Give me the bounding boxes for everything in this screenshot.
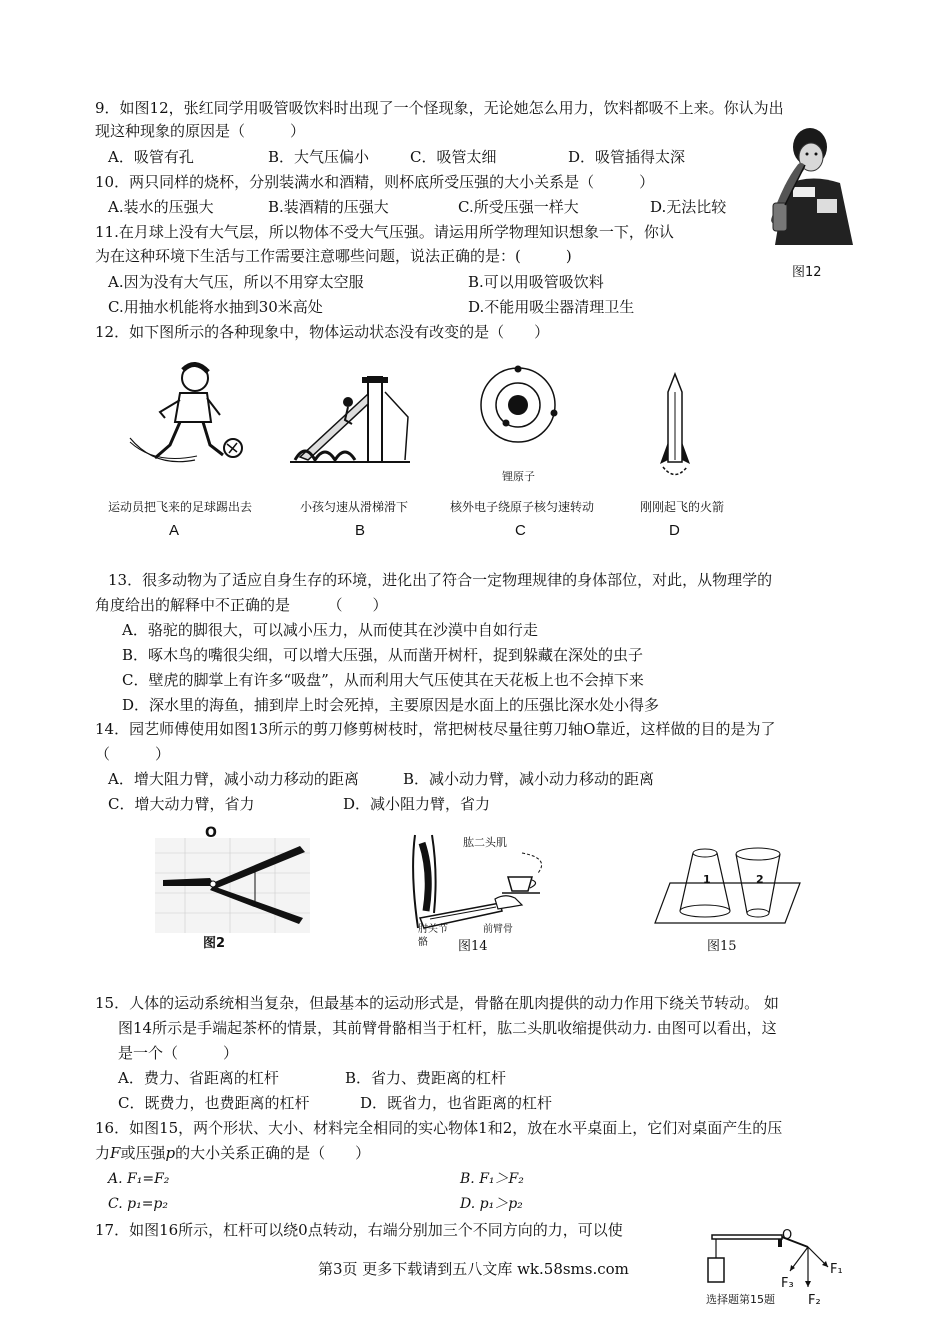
q11-option-d: D.不能用吸尘器清理卫生 [468, 298, 635, 316]
q16-line2-part-c: 的大小关系正确的是（ ） [175, 1144, 371, 1162]
q11-option-c: C.用抽水机能将水抽到30米高处 [108, 298, 323, 316]
q16-option-b: B. F₁＞F₂ [460, 1171, 524, 1187]
fig15-frustums-image [650, 845, 805, 927]
q15-line3: 是一个（ ） [118, 1044, 239, 1062]
q12-caption-a: 运动员把飞来的足球踢出去 [108, 500, 253, 514]
q15-option-a: A．费力、省距离的杠杆 [118, 1069, 279, 1087]
q12-letter-c: C [515, 522, 526, 539]
q9-option-d: D．吸管插得太深 [568, 148, 686, 166]
q11-line1: 11.在月球上没有大气层，所以物体不受大气压强。请运用所学物理知识想象一下，你认 [95, 223, 674, 241]
fig14-bone-label: 前臂骨 [483, 924, 513, 935]
q12-caption-d: 刚刚起飞的火箭 [640, 500, 725, 514]
fig14-joint-label-1: 肘关节 [418, 924, 448, 935]
q14-line1: 14．园艺师傅使用如图13所示的剪刀修剪树枝时，常把树枝尽量往剪刀轴O靠近，这样做的目的是为了 [95, 720, 776, 738]
q15-line2: 图14所示是手端起茶杯的情景，其前臂骨骼相当于杠杆，肱二头肌收缩提供动力. 由图可以看出，这 [118, 1019, 777, 1037]
q11-option-b: B.可以用吸管吸饮料 [468, 273, 604, 291]
q14-option-c: C．增大动力臂，省力 [108, 795, 255, 813]
q16-line2-part-a: 力 [95, 1144, 111, 1162]
q15-option-d: D．既省力，也省距离的杠杆 [360, 1094, 553, 1112]
q15-option-b: B．省力、费距离的杠杆 [345, 1069, 507, 1087]
fig2-label-o: O [205, 825, 217, 841]
q13-option-c: C．壁虎的脚掌上有许多“吸盘”，从而利用大气压使其在天花板上也不会掉下来 [122, 671, 644, 689]
fig16-label-o: O [782, 1228, 793, 1243]
q16-option-d: D. p₁＞p₂ [460, 1196, 523, 1212]
fig2-caption: 图2 [203, 936, 226, 951]
q10-option-c: C.所受压强一样大 [458, 198, 579, 216]
q14-option-d: D．减小阻力臂，省力 [343, 795, 491, 813]
q10-option-b: B.装酒精的压强大 [268, 198, 389, 216]
q12-caption-c: 核外电子绕原子核匀速转动 [450, 500, 595, 514]
q13-option-d: D．深水里的海鱼，捕到岸上时会死掉，主要原因是水面上的压强比深水处小得多 [122, 696, 660, 714]
q17-line1: 17．如图16所示，杠杆可以绕0点转动，右端分别加三个不同方向的力，可以使 [95, 1221, 623, 1239]
q14-option-b: B．减小动力臂，减小动力移动的距离 [403, 770, 655, 788]
q16-option-a: A. F₁=F₂ [108, 1171, 170, 1187]
q12-figure-d-rocket-image [655, 372, 695, 482]
q16-option-c: C. p₁=p₂ [108, 1196, 168, 1212]
fig14-joint-label-2: 骼 [418, 937, 428, 948]
fig15-label-2: 2 [756, 873, 764, 886]
fig12-caption: 图12 [792, 265, 822, 280]
q12-caption-b: 小孩匀速从滑梯滑下 [300, 500, 409, 514]
q12-figure-a-soccer-image [125, 360, 245, 470]
q12-letter-b: B [355, 522, 366, 539]
q9-line1: 9．如图12，张红同学用吸管吸饮料时出现了一个怪现象，无论她怎么用力，饮料都吸不上来。你认为出 [95, 99, 784, 117]
fig16-label-f2: F₂ [808, 1293, 821, 1308]
q13-line1: 13．很多动物为了适应自身生存的环境，进化出了符合一定物理规律的身体部位，对此，从物理学的 [108, 571, 773, 589]
q9-option-b: B．大气压偏小 [268, 148, 370, 166]
q14-option-a: A．增大阻力臂，减小动力移动的距离 [108, 770, 359, 788]
q16-line1: 16．如图15，两个形状、大小、材料完全相同的实心物体1和2，放在水平桌面上，它们对桌面产生的压 [95, 1119, 783, 1137]
fig12-girl-drinking-image [765, 125, 855, 250]
q16-symbol-f: F [110, 1144, 121, 1162]
q12-figure-c-atom-image [478, 365, 558, 445]
fig15-caption: 图15 [707, 939, 737, 954]
q13-line2: 角度给出的解释中不正确的是 （ ） [95, 596, 388, 614]
q11-option-a: A.因为没有大气压，所以不用穿太空服 [108, 273, 364, 291]
q10-line1: 10．两只同样的烧杯，分别装满水和酒精，则杯底所受压强的大小关系是（ ） [95, 173, 655, 191]
fig14-muscle-label: 肱二头肌 [463, 836, 507, 849]
q12-atom-label: 锂原子 [502, 470, 535, 483]
q15-line1: 15．人体的运动系统相当复杂，但最基本的运动形式是，骨骼在肌肉提供的动力作用下绕关节转动。 如 [95, 994, 779, 1012]
q12-letter-a: A [169, 522, 180, 539]
q10-option-a: A.装水的压强大 [108, 198, 214, 216]
q14-line2: （ ） [95, 745, 171, 763]
q13-option-b: B．啄木鸟的嘴很尖细，可以增大压强，从而凿开树杆，捉到躲藏在深处的虫子 [122, 646, 644, 664]
q9-line2: 现这种现象的原因是（ ） [95, 122, 306, 140]
q15-option-c: C．既费力，也费距离的杠杆 [118, 1094, 310, 1112]
q11-line2: 为在这种环境下生活与工作需要注意哪些问题，说法正确的是：( ) [95, 247, 572, 265]
q12-letter-d: D [669, 522, 680, 539]
fig15-label-1: 1 [703, 873, 711, 886]
fig16-label-f1: F₁ [830, 1262, 843, 1277]
q9-option-a: A．吸管有孔 [108, 148, 194, 166]
q12-line1: 12．如下图所示的各种现象中，物体运动状态没有改变的是（ ） [95, 323, 550, 341]
fig16-label-f3: F₃ [781, 1276, 794, 1291]
page-footer: 第3页 更多下载请到五八文库 wk.58sms.com [318, 1260, 629, 1278]
q16-line2-part-b: 或压强 [120, 1144, 166, 1162]
q13-option-a: A．骆驼的脚很大，可以减小压力，从而使其在沙漠中自如行走 [122, 621, 538, 639]
fig2-scissors-image [155, 838, 310, 933]
q16-symbol-p: p [165, 1144, 176, 1162]
fig14-caption: 图14 [458, 939, 488, 954]
q10-option-d: D.无法比较 [650, 198, 727, 216]
q9-option-c: C．吸管太细 [410, 148, 497, 166]
q16-line2 [95, 1142, 370, 1164]
fig16-caption: 选择题第15题 [706, 1293, 775, 1306]
q12-figure-b-slide-image [290, 372, 410, 472]
